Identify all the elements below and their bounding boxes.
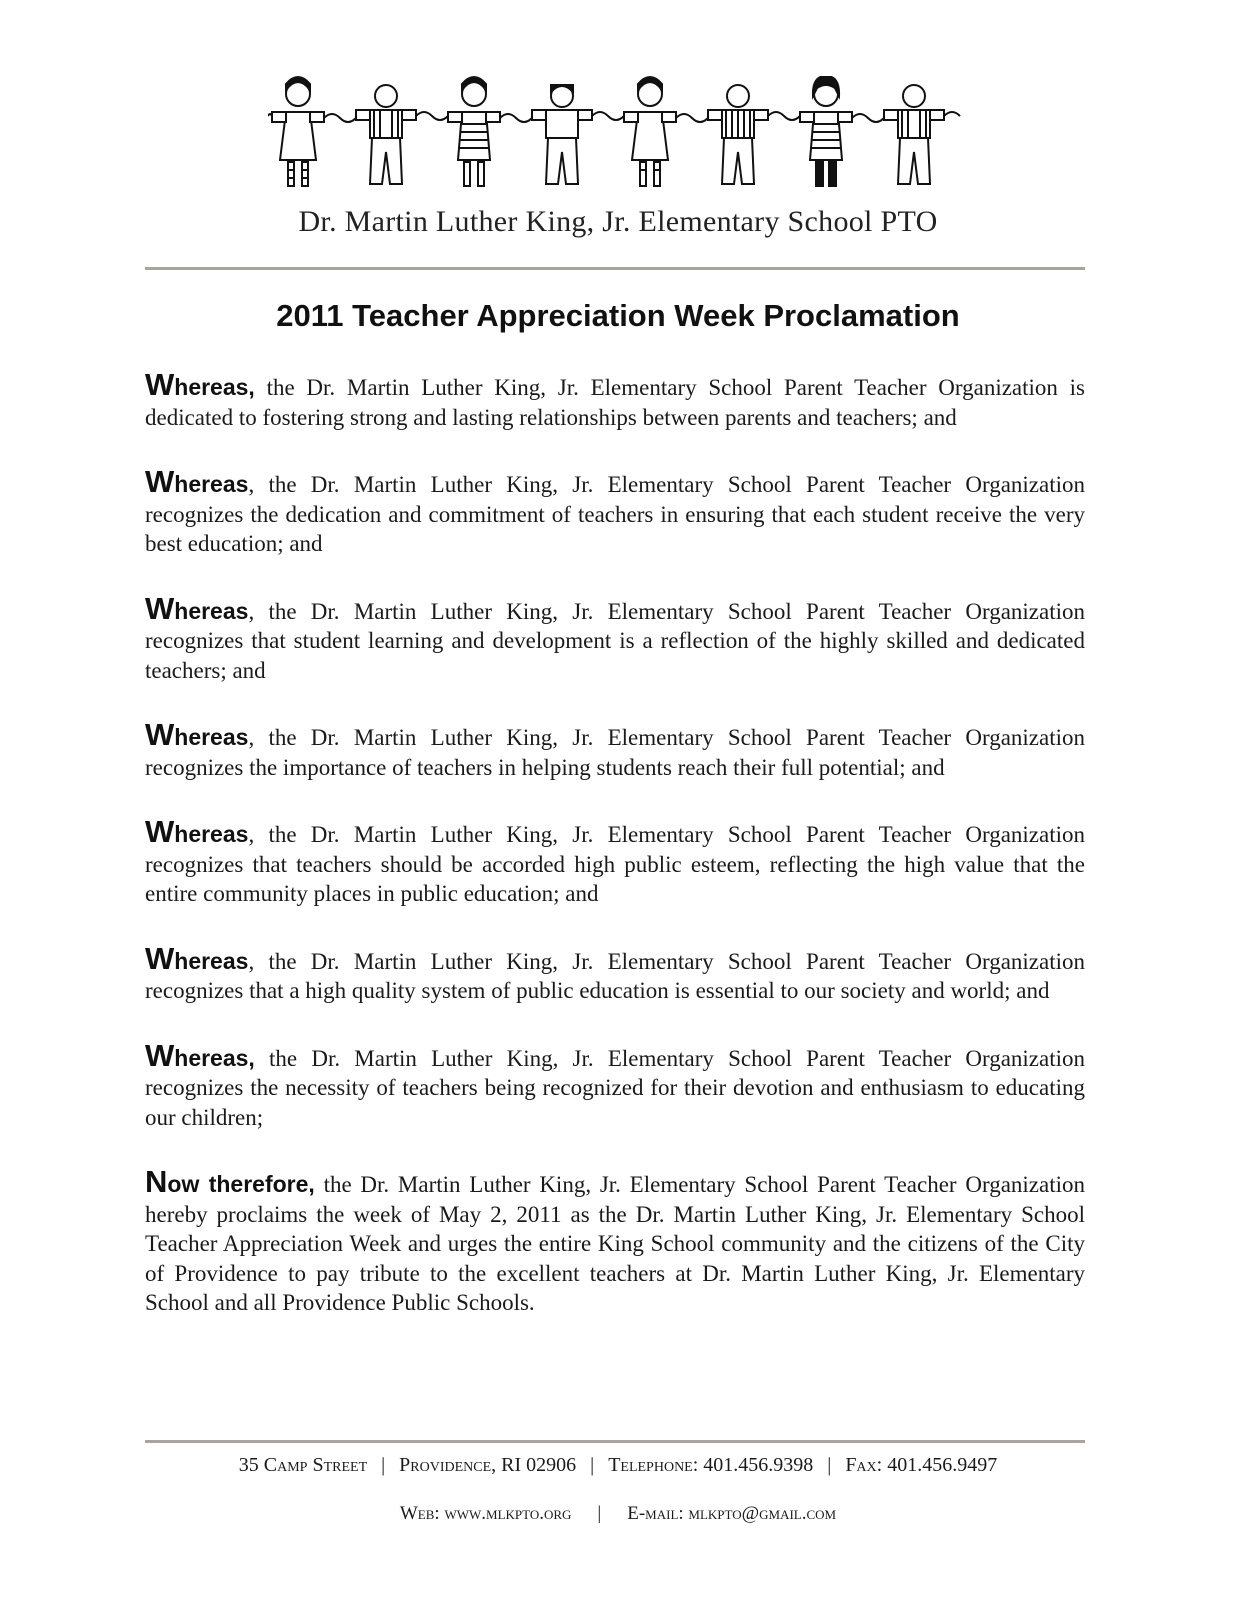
clause-lead: Whereas,: [145, 1037, 255, 1073]
separator: |: [827, 1454, 832, 1476]
clause-paragraph: Whereas, the Dr. Martin Luther King, Jr. Elementary School Parent Teacher Organization recognizes the importance of teachers in helping students reach their full potential; and: [145, 717, 1085, 780]
clause-lead: Now therefore,: [145, 1164, 315, 1199]
clause-lead: Whereas,: [145, 367, 255, 402]
email-link[interactable]: E-mail: mlkpto@gmail.com: [627, 1503, 837, 1524]
separator: |: [590, 1454, 595, 1476]
separator: |: [597, 1503, 602, 1524]
clause-lead: Whereas: [145, 717, 249, 752]
header-divider: [145, 267, 1085, 270]
resolution-paragraph: Now therefore, the Dr. Martin Luther King, Jr. Elementary School Parent Teacher Organization hereby proclaims the week of May 2, 2011 as the Dr. Martin Luther King, Jr. Elementary School Teacher Appreciation Week and urges the entire King School community and the citizens of the City of Providence to pay tribute to the excellent teachers at Dr. Martin Luther King, Jr. Elementary School and all Providence Public Schools.: [145, 1164, 1085, 1315]
clause-paragraph: Whereas, the Dr. Martin Luther King, Jr. Elementary School Parent Teacher Organization is dedicated to fostering strong and lasting relationships between parents and teachers; and: [145, 367, 1085, 430]
telephone: Telephone: 401.456.9398: [608, 1454, 814, 1476]
website-link[interactable]: Web: www.mlkpto.org: [399, 1503, 572, 1524]
separator: |: [381, 1454, 386, 1476]
street-address: 35 Camp Street: [238, 1454, 368, 1476]
clause-paragraph: Whereas, the Dr. Martin Luther King, Jr. Elementary School Parent Teacher Organization recognizes that a high quality system of public education is essential to our society and world; and: [145, 940, 1085, 1003]
clause-lead: Whereas: [145, 940, 249, 976]
city-state-zip: Providence, RI 02906: [399, 1454, 577, 1476]
document-title: 2011 Teacher Appreciation Week Proclamation: [276, 298, 960, 333]
footer-web-line: [0, 1503, 1236, 1525]
clause-lead: Whereas: [145, 464, 249, 499]
clause-paragraph: Whereas, the Dr. Martin Luther King, Jr. Elementary School Parent Teacher Organization recognizes that teachers should be accorded high public esteem, reflecting the high value that the entire community places in public education; and: [145, 814, 1085, 906]
clause-lead: Whereas: [145, 814, 249, 849]
clause-lead: Whereas: [145, 590, 249, 626]
clause-paragraph: Whereas, the Dr. Martin Luther King, Jr. Elementary School Parent Teacher Organization recognizes that student learning and development is a reflection of the highly skilled and dedicated teachers; and: [145, 590, 1085, 683]
footer-contact-line: [0, 1454, 1236, 1477]
proclamation-body: [145, 367, 1085, 1318]
fax: Fax: 401.456.9497: [845, 1454, 998, 1476]
footer-divider: [145, 1440, 1085, 1443]
children-holding-hands-logo: [268, 76, 968, 196]
organization-name: Dr. Martin Luther King, Jr. Elementary School PTO: [298, 205, 938, 238]
clause-paragraph: Whereas, the Dr. Martin Luther King, Jr. Elementary School Parent Teacher Organization recognizes the dedication and commitment of teachers in ensuring that each student receive the very best education; and: [145, 464, 1085, 556]
clause-paragraph: Whereas, the Dr. Martin Luther King, Jr. Elementary School Parent Teacher Organization recognizes the necessity of teachers being recognized for their devotion and enthusiasm to educating our children;: [145, 1037, 1085, 1130]
